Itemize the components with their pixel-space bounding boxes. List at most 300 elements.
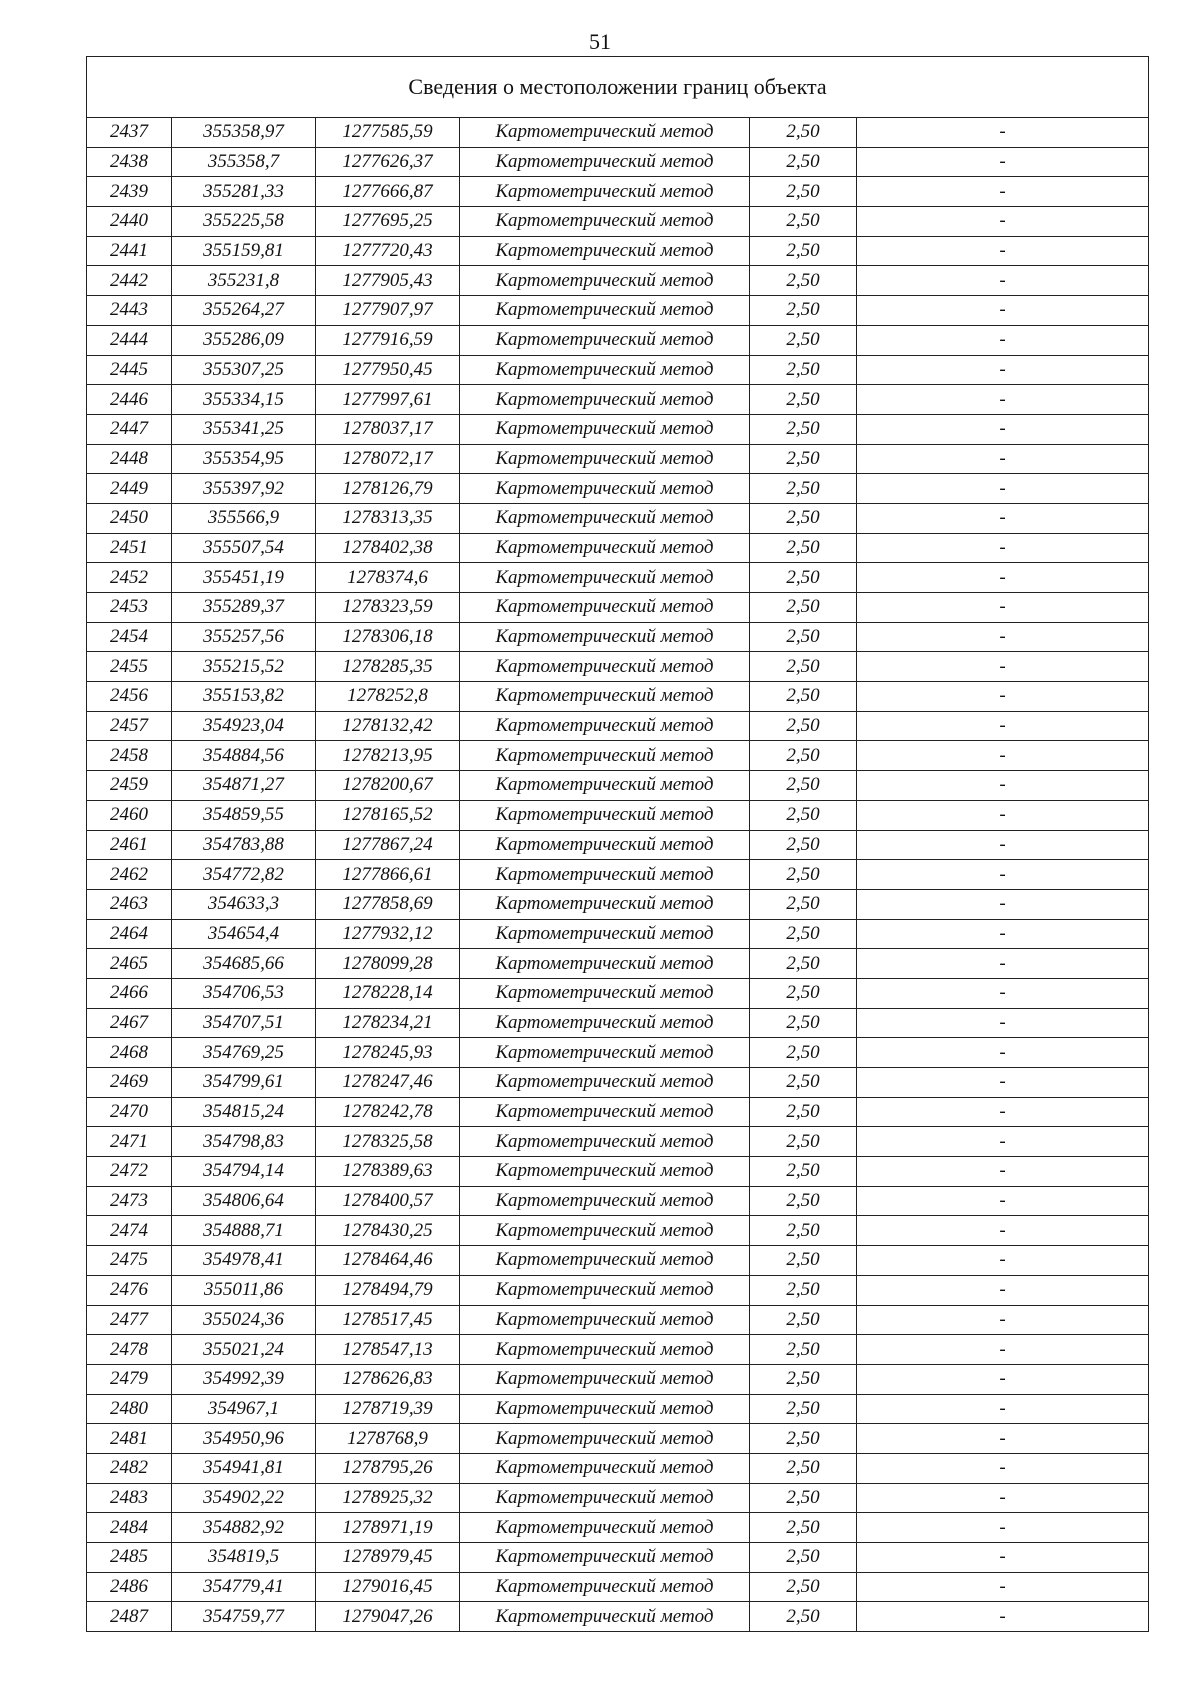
- accuracy-cell: 2,50: [750, 889, 857, 919]
- x-coordinate-cell: 355307,25: [172, 355, 316, 385]
- x-coordinate-cell: 354815,24: [172, 1097, 316, 1127]
- table-row: [87, 1424, 1149, 1454]
- method-cell: Картометрический метод: [460, 563, 750, 593]
- point-number-cell: 2458: [87, 741, 172, 771]
- point-number-cell: 2445: [87, 355, 172, 385]
- x-coordinate-cell: 355024,36: [172, 1305, 316, 1335]
- y-coordinate-cell: 1278285,35: [316, 652, 460, 682]
- table-row: [87, 1394, 1149, 1424]
- description-cell: -: [857, 563, 1149, 593]
- page-number: 51: [589, 29, 611, 54]
- description-cell: -: [857, 1127, 1149, 1157]
- method-cell: Картометрический метод: [460, 1364, 750, 1394]
- method-cell: Картометрический метод: [460, 1424, 750, 1454]
- description-cell: -: [857, 503, 1149, 533]
- table-row: [87, 1513, 1149, 1543]
- description-cell: -: [857, 1453, 1149, 1483]
- table-row: [87, 949, 1149, 979]
- point-number-cell: 2474: [87, 1216, 172, 1246]
- point-number-cell: 2465: [87, 949, 172, 979]
- accuracy-cell: 2,50: [750, 860, 857, 890]
- point-number-cell: 2472: [87, 1157, 172, 1187]
- description-cell: -: [857, 1216, 1149, 1246]
- point-number-cell: 2438: [87, 147, 172, 177]
- method-cell: Картометрический метод: [460, 355, 750, 385]
- method-cell: Картометрический метод: [460, 741, 750, 771]
- description-cell: -: [857, 1157, 1149, 1187]
- accuracy-cell: 2,50: [750, 563, 857, 593]
- accuracy-cell: 2,50: [750, 503, 857, 533]
- description-cell: -: [857, 978, 1149, 1008]
- description-cell: -: [857, 1008, 1149, 1038]
- accuracy-cell: 2,50: [750, 1097, 857, 1127]
- x-coordinate-cell: 354950,96: [172, 1424, 316, 1454]
- method-cell: Картометрический метод: [460, 889, 750, 919]
- method-cell: Картометрический метод: [460, 771, 750, 801]
- point-number-cell: 2442: [87, 266, 172, 296]
- y-coordinate-cell: 1278245,93: [316, 1038, 460, 1068]
- method-cell: Картометрический метод: [460, 1305, 750, 1335]
- point-number-cell: 2450: [87, 503, 172, 533]
- x-coordinate-cell: 354707,51: [172, 1008, 316, 1038]
- description-cell: -: [857, 889, 1149, 919]
- point-number-cell: 2482: [87, 1453, 172, 1483]
- method-cell: Картометрический метод: [460, 236, 750, 266]
- accuracy-cell: 2,50: [750, 622, 857, 652]
- accuracy-cell: 2,50: [750, 355, 857, 385]
- description-cell: -: [857, 118, 1149, 148]
- method-cell: Картометрический метод: [460, 682, 750, 712]
- y-coordinate-cell: 1278795,26: [316, 1453, 460, 1483]
- y-coordinate-cell: 1278306,18: [316, 622, 460, 652]
- accuracy-cell: 2,50: [750, 1572, 857, 1602]
- x-coordinate-cell: 355281,33: [172, 177, 316, 207]
- method-cell: Картометрический метод: [460, 444, 750, 474]
- method-cell: Картометрический метод: [460, 474, 750, 504]
- description-cell: -: [857, 325, 1149, 355]
- method-cell: Картометрический метод: [460, 593, 750, 623]
- table-row: [87, 830, 1149, 860]
- point-number-cell: 2462: [87, 860, 172, 890]
- table-row: [87, 1483, 1149, 1513]
- method-cell: Картометрический метод: [460, 177, 750, 207]
- y-coordinate-cell: 1278132,42: [316, 711, 460, 741]
- x-coordinate-cell: 354794,14: [172, 1157, 316, 1187]
- x-coordinate-cell: 355341,25: [172, 414, 316, 444]
- y-coordinate-cell: 1277932,12: [316, 919, 460, 949]
- point-number-cell: 2466: [87, 978, 172, 1008]
- point-number-cell: 2459: [87, 771, 172, 801]
- x-coordinate-cell: 354783,88: [172, 830, 316, 860]
- method-cell: Картометрический метод: [460, 1394, 750, 1424]
- x-coordinate-cell: 354882,92: [172, 1513, 316, 1543]
- point-number-cell: 2469: [87, 1068, 172, 1098]
- method-cell: Картометрический метод: [460, 147, 750, 177]
- x-coordinate-cell: 355507,54: [172, 533, 316, 563]
- table-row: [87, 474, 1149, 504]
- description-cell: -: [857, 1543, 1149, 1573]
- point-number-cell: 2444: [87, 325, 172, 355]
- x-coordinate-cell: 354884,56: [172, 741, 316, 771]
- y-coordinate-cell: 1277626,37: [316, 147, 460, 177]
- description-cell: -: [857, 711, 1149, 741]
- method-cell: Картометрический метод: [460, 1008, 750, 1038]
- y-coordinate-cell: 1278971,19: [316, 1513, 460, 1543]
- y-coordinate-cell: 1278126,79: [316, 474, 460, 504]
- table-row: [87, 741, 1149, 771]
- description-cell: -: [857, 830, 1149, 860]
- table-title: Сведения о местоположении границ объекта: [87, 57, 1149, 118]
- point-number-cell: 2480: [87, 1394, 172, 1424]
- point-number-cell: 2478: [87, 1335, 172, 1365]
- table-row: [87, 533, 1149, 563]
- x-coordinate-cell: 355011,86: [172, 1275, 316, 1305]
- accuracy-cell: 2,50: [750, 1068, 857, 1098]
- point-number-cell: 2455: [87, 652, 172, 682]
- y-coordinate-cell: 1278323,59: [316, 593, 460, 623]
- accuracy-cell: 2,50: [750, 1186, 857, 1216]
- table-row: [87, 1275, 1149, 1305]
- x-coordinate-cell: 355021,24: [172, 1335, 316, 1365]
- point-number-cell: 2448: [87, 444, 172, 474]
- table-row: [87, 1543, 1149, 1573]
- method-cell: Картометрический метод: [460, 1216, 750, 1246]
- accuracy-cell: 2,50: [750, 296, 857, 326]
- table-row: [87, 236, 1149, 266]
- point-number-cell: 2461: [87, 830, 172, 860]
- x-coordinate-cell: 355215,52: [172, 652, 316, 682]
- point-number-cell: 2457: [87, 711, 172, 741]
- y-coordinate-cell: 1278242,78: [316, 1097, 460, 1127]
- accuracy-cell: 2,50: [750, 711, 857, 741]
- y-coordinate-cell: 1278517,45: [316, 1305, 460, 1335]
- method-cell: Картометрический метод: [460, 711, 750, 741]
- x-coordinate-cell: 355257,56: [172, 622, 316, 652]
- point-number-cell: 2452: [87, 563, 172, 593]
- point-number-cell: 2454: [87, 622, 172, 652]
- point-number-cell: 2475: [87, 1246, 172, 1276]
- accuracy-cell: 2,50: [750, 1127, 857, 1157]
- table-row: [87, 325, 1149, 355]
- accuracy-cell: 2,50: [750, 1275, 857, 1305]
- description-cell: -: [857, 414, 1149, 444]
- method-cell: Картометрический метод: [460, 919, 750, 949]
- table-row: [87, 177, 1149, 207]
- method-cell: Картометрический метод: [460, 1186, 750, 1216]
- description-cell: -: [857, 1513, 1149, 1543]
- accuracy-cell: 2,50: [750, 593, 857, 623]
- point-number-cell: 2481: [87, 1424, 172, 1454]
- table-row: [87, 355, 1149, 385]
- point-number-cell: 2447: [87, 414, 172, 444]
- table-row: [87, 1216, 1149, 1246]
- method-cell: Картометрический метод: [460, 1038, 750, 1068]
- accuracy-cell: 2,50: [750, 1305, 857, 1335]
- description-cell: -: [857, 622, 1149, 652]
- accuracy-cell: 2,50: [750, 1483, 857, 1513]
- accuracy-cell: 2,50: [750, 1424, 857, 1454]
- description-cell: -: [857, 1483, 1149, 1513]
- description-cell: -: [857, 474, 1149, 504]
- point-number-cell: 2473: [87, 1186, 172, 1216]
- description-cell: -: [857, 1305, 1149, 1335]
- accuracy-cell: 2,50: [750, 1157, 857, 1187]
- point-number-cell: 2451: [87, 533, 172, 563]
- accuracy-cell: 2,50: [750, 682, 857, 712]
- x-coordinate-cell: 355354,95: [172, 444, 316, 474]
- x-coordinate-cell: 355159,81: [172, 236, 316, 266]
- accuracy-cell: 2,50: [750, 1008, 857, 1038]
- point-number-cell: 2453: [87, 593, 172, 623]
- description-cell: -: [857, 296, 1149, 326]
- table-row: [87, 1068, 1149, 1098]
- point-number-cell: 2470: [87, 1097, 172, 1127]
- y-coordinate-cell: 1278402,38: [316, 533, 460, 563]
- description-cell: -: [857, 355, 1149, 385]
- method-cell: Картометрический метод: [460, 1572, 750, 1602]
- description-cell: -: [857, 593, 1149, 623]
- x-coordinate-cell: 354967,1: [172, 1394, 316, 1424]
- y-coordinate-cell: 1278430,25: [316, 1216, 460, 1246]
- y-coordinate-cell: 1277858,69: [316, 889, 460, 919]
- point-number-cell: 2486: [87, 1572, 172, 1602]
- description-cell: -: [857, 1097, 1149, 1127]
- point-number-cell: 2441: [87, 236, 172, 266]
- point-number-cell: 2440: [87, 207, 172, 237]
- description-cell: -: [857, 682, 1149, 712]
- x-coordinate-cell: 354888,71: [172, 1216, 316, 1246]
- x-coordinate-cell: 355334,15: [172, 385, 316, 415]
- y-coordinate-cell: 1278325,58: [316, 1127, 460, 1157]
- table-row: [87, 1602, 1149, 1632]
- x-coordinate-cell: 354806,64: [172, 1186, 316, 1216]
- y-coordinate-cell: 1277666,87: [316, 177, 460, 207]
- accuracy-cell: 2,50: [750, 385, 857, 415]
- accuracy-cell: 2,50: [750, 325, 857, 355]
- method-cell: Картометрический метод: [460, 800, 750, 830]
- description-cell: -: [857, 1068, 1149, 1098]
- description-cell: -: [857, 207, 1149, 237]
- table-row: [87, 978, 1149, 1008]
- description-cell: -: [857, 771, 1149, 801]
- y-coordinate-cell: 1277585,59: [316, 118, 460, 148]
- method-cell: Картометрический метод: [460, 1097, 750, 1127]
- description-cell: -: [857, 1364, 1149, 1394]
- table-row: [87, 622, 1149, 652]
- accuracy-cell: 2,50: [750, 949, 857, 979]
- x-coordinate-cell: 355358,7: [172, 147, 316, 177]
- accuracy-cell: 2,50: [750, 771, 857, 801]
- description-cell: -: [857, 1038, 1149, 1068]
- y-coordinate-cell: 1278389,63: [316, 1157, 460, 1187]
- y-coordinate-cell: 1278768,9: [316, 1424, 460, 1454]
- y-coordinate-cell: 1278626,83: [316, 1364, 460, 1394]
- accuracy-cell: 2,50: [750, 1364, 857, 1394]
- point-number-cell: 2449: [87, 474, 172, 504]
- table-row: [87, 860, 1149, 890]
- description-cell: -: [857, 919, 1149, 949]
- method-cell: Картометрический метод: [460, 1483, 750, 1513]
- table-row: [87, 771, 1149, 801]
- x-coordinate-cell: 354706,53: [172, 978, 316, 1008]
- table-row: [87, 296, 1149, 326]
- description-cell: -: [857, 800, 1149, 830]
- table-row: [87, 385, 1149, 415]
- x-coordinate-cell: 354759,77: [172, 1602, 316, 1632]
- point-number-cell: 2467: [87, 1008, 172, 1038]
- x-coordinate-cell: 355451,19: [172, 563, 316, 593]
- point-number-cell: 2439: [87, 177, 172, 207]
- table-row: [87, 1097, 1149, 1127]
- x-coordinate-cell: 355231,8: [172, 266, 316, 296]
- x-coordinate-cell: 354923,04: [172, 711, 316, 741]
- y-coordinate-cell: 1278547,13: [316, 1335, 460, 1365]
- accuracy-cell: 2,50: [750, 1335, 857, 1365]
- description-cell: -: [857, 860, 1149, 890]
- table-row: [87, 1364, 1149, 1394]
- description-cell: -: [857, 949, 1149, 979]
- point-number-cell: 2456: [87, 682, 172, 712]
- accuracy-cell: 2,50: [750, 147, 857, 177]
- method-cell: Картометрический метод: [460, 1543, 750, 1573]
- x-coordinate-cell: 354859,55: [172, 800, 316, 830]
- accuracy-cell: 2,50: [750, 1543, 857, 1573]
- y-coordinate-cell: 1277997,61: [316, 385, 460, 415]
- table-row: [87, 1008, 1149, 1038]
- method-cell: Картометрический метод: [460, 503, 750, 533]
- accuracy-cell: 2,50: [750, 741, 857, 771]
- accuracy-cell: 2,50: [750, 652, 857, 682]
- description-cell: -: [857, 533, 1149, 563]
- accuracy-cell: 2,50: [750, 1216, 857, 1246]
- y-coordinate-cell: 1277867,24: [316, 830, 460, 860]
- y-coordinate-cell: 1278313,35: [316, 503, 460, 533]
- y-coordinate-cell: 1277916,59: [316, 325, 460, 355]
- table-row: [87, 1453, 1149, 1483]
- x-coordinate-cell: 354978,41: [172, 1246, 316, 1276]
- point-number-cell: 2487: [87, 1602, 172, 1632]
- point-number-cell: 2443: [87, 296, 172, 326]
- method-cell: Картометрический метод: [460, 1246, 750, 1276]
- table-row: [87, 1335, 1149, 1365]
- x-coordinate-cell: 354902,22: [172, 1483, 316, 1513]
- table-row: [87, 1038, 1149, 1068]
- accuracy-cell: 2,50: [750, 978, 857, 1008]
- point-number-cell: 2479: [87, 1364, 172, 1394]
- method-cell: Картометрический метод: [460, 1068, 750, 1098]
- table-row: [87, 1246, 1149, 1276]
- table-row: [87, 1572, 1149, 1602]
- y-coordinate-cell: 1277695,25: [316, 207, 460, 237]
- method-cell: Картометрический метод: [460, 622, 750, 652]
- y-coordinate-cell: 1278200,67: [316, 771, 460, 801]
- x-coordinate-cell: 354685,66: [172, 949, 316, 979]
- method-cell: Картометрический метод: [460, 1335, 750, 1365]
- table-row: [87, 889, 1149, 919]
- point-number-cell: 2476: [87, 1275, 172, 1305]
- point-number-cell: 2446: [87, 385, 172, 415]
- x-coordinate-cell: 354799,61: [172, 1068, 316, 1098]
- description-cell: -: [857, 147, 1149, 177]
- description-cell: -: [857, 1246, 1149, 1276]
- accuracy-cell: 2,50: [750, 444, 857, 474]
- accuracy-cell: 2,50: [750, 1246, 857, 1276]
- point-number-cell: 2471: [87, 1127, 172, 1157]
- method-cell: Картометрический метод: [460, 1453, 750, 1483]
- description-cell: -: [857, 385, 1149, 415]
- description-cell: -: [857, 1335, 1149, 1365]
- accuracy-cell: 2,50: [750, 414, 857, 444]
- y-coordinate-cell: 1278228,14: [316, 978, 460, 1008]
- y-coordinate-cell: 1278099,28: [316, 949, 460, 979]
- table-row: [87, 1127, 1149, 1157]
- accuracy-cell: 2,50: [750, 830, 857, 860]
- method-cell: Картометрический метод: [460, 118, 750, 148]
- y-coordinate-cell: 1278494,79: [316, 1275, 460, 1305]
- x-coordinate-cell: 354654,4: [172, 919, 316, 949]
- point-number-cell: 2460: [87, 800, 172, 830]
- description-cell: -: [857, 1186, 1149, 1216]
- x-coordinate-cell: 355566,9: [172, 503, 316, 533]
- table-row: [87, 1186, 1149, 1216]
- x-coordinate-cell: 354769,25: [172, 1038, 316, 1068]
- boundary-table: [86, 56, 1149, 1632]
- table-row: [87, 593, 1149, 623]
- method-cell: Картометрический метод: [460, 830, 750, 860]
- point-number-cell: 2484: [87, 1513, 172, 1543]
- accuracy-cell: 2,50: [750, 118, 857, 148]
- y-coordinate-cell: 1278234,21: [316, 1008, 460, 1038]
- table-row: [87, 652, 1149, 682]
- y-coordinate-cell: 1278925,32: [316, 1483, 460, 1513]
- accuracy-cell: 2,50: [750, 1038, 857, 1068]
- method-cell: Картометрический метод: [460, 533, 750, 563]
- y-coordinate-cell: 1278247,46: [316, 1068, 460, 1098]
- method-cell: Картометрический метод: [460, 652, 750, 682]
- method-cell: Картометрический метод: [460, 860, 750, 890]
- method-cell: Картометрический метод: [460, 1602, 750, 1632]
- y-coordinate-cell: 1278037,17: [316, 414, 460, 444]
- y-coordinate-cell: 1278072,17: [316, 444, 460, 474]
- description-cell: -: [857, 444, 1149, 474]
- x-coordinate-cell: 354871,27: [172, 771, 316, 801]
- accuracy-cell: 2,50: [750, 1602, 857, 1632]
- method-cell: Картометрический метод: [460, 385, 750, 415]
- x-coordinate-cell: 355286,09: [172, 325, 316, 355]
- y-coordinate-cell: 1278165,52: [316, 800, 460, 830]
- table-row: [87, 1305, 1149, 1335]
- table-row: [87, 414, 1149, 444]
- method-cell: Картометрический метод: [460, 1127, 750, 1157]
- accuracy-cell: 2,50: [750, 919, 857, 949]
- method-cell: Картометрический метод: [460, 266, 750, 296]
- method-cell: Картометрический метод: [460, 1513, 750, 1543]
- table-row: [87, 711, 1149, 741]
- point-number-cell: 2437: [87, 118, 172, 148]
- table-row: [87, 444, 1149, 474]
- y-coordinate-cell: 1277905,43: [316, 266, 460, 296]
- accuracy-cell: 2,50: [750, 1453, 857, 1483]
- description-cell: -: [857, 652, 1149, 682]
- method-cell: Картометрический метод: [460, 1157, 750, 1187]
- y-coordinate-cell: 1278719,39: [316, 1394, 460, 1424]
- y-coordinate-cell: 1279016,45: [316, 1572, 460, 1602]
- table-row: [87, 147, 1149, 177]
- point-number-cell: 2463: [87, 889, 172, 919]
- y-coordinate-cell: 1277720,43: [316, 236, 460, 266]
- method-cell: Картометрический метод: [460, 414, 750, 444]
- description-cell: -: [857, 236, 1149, 266]
